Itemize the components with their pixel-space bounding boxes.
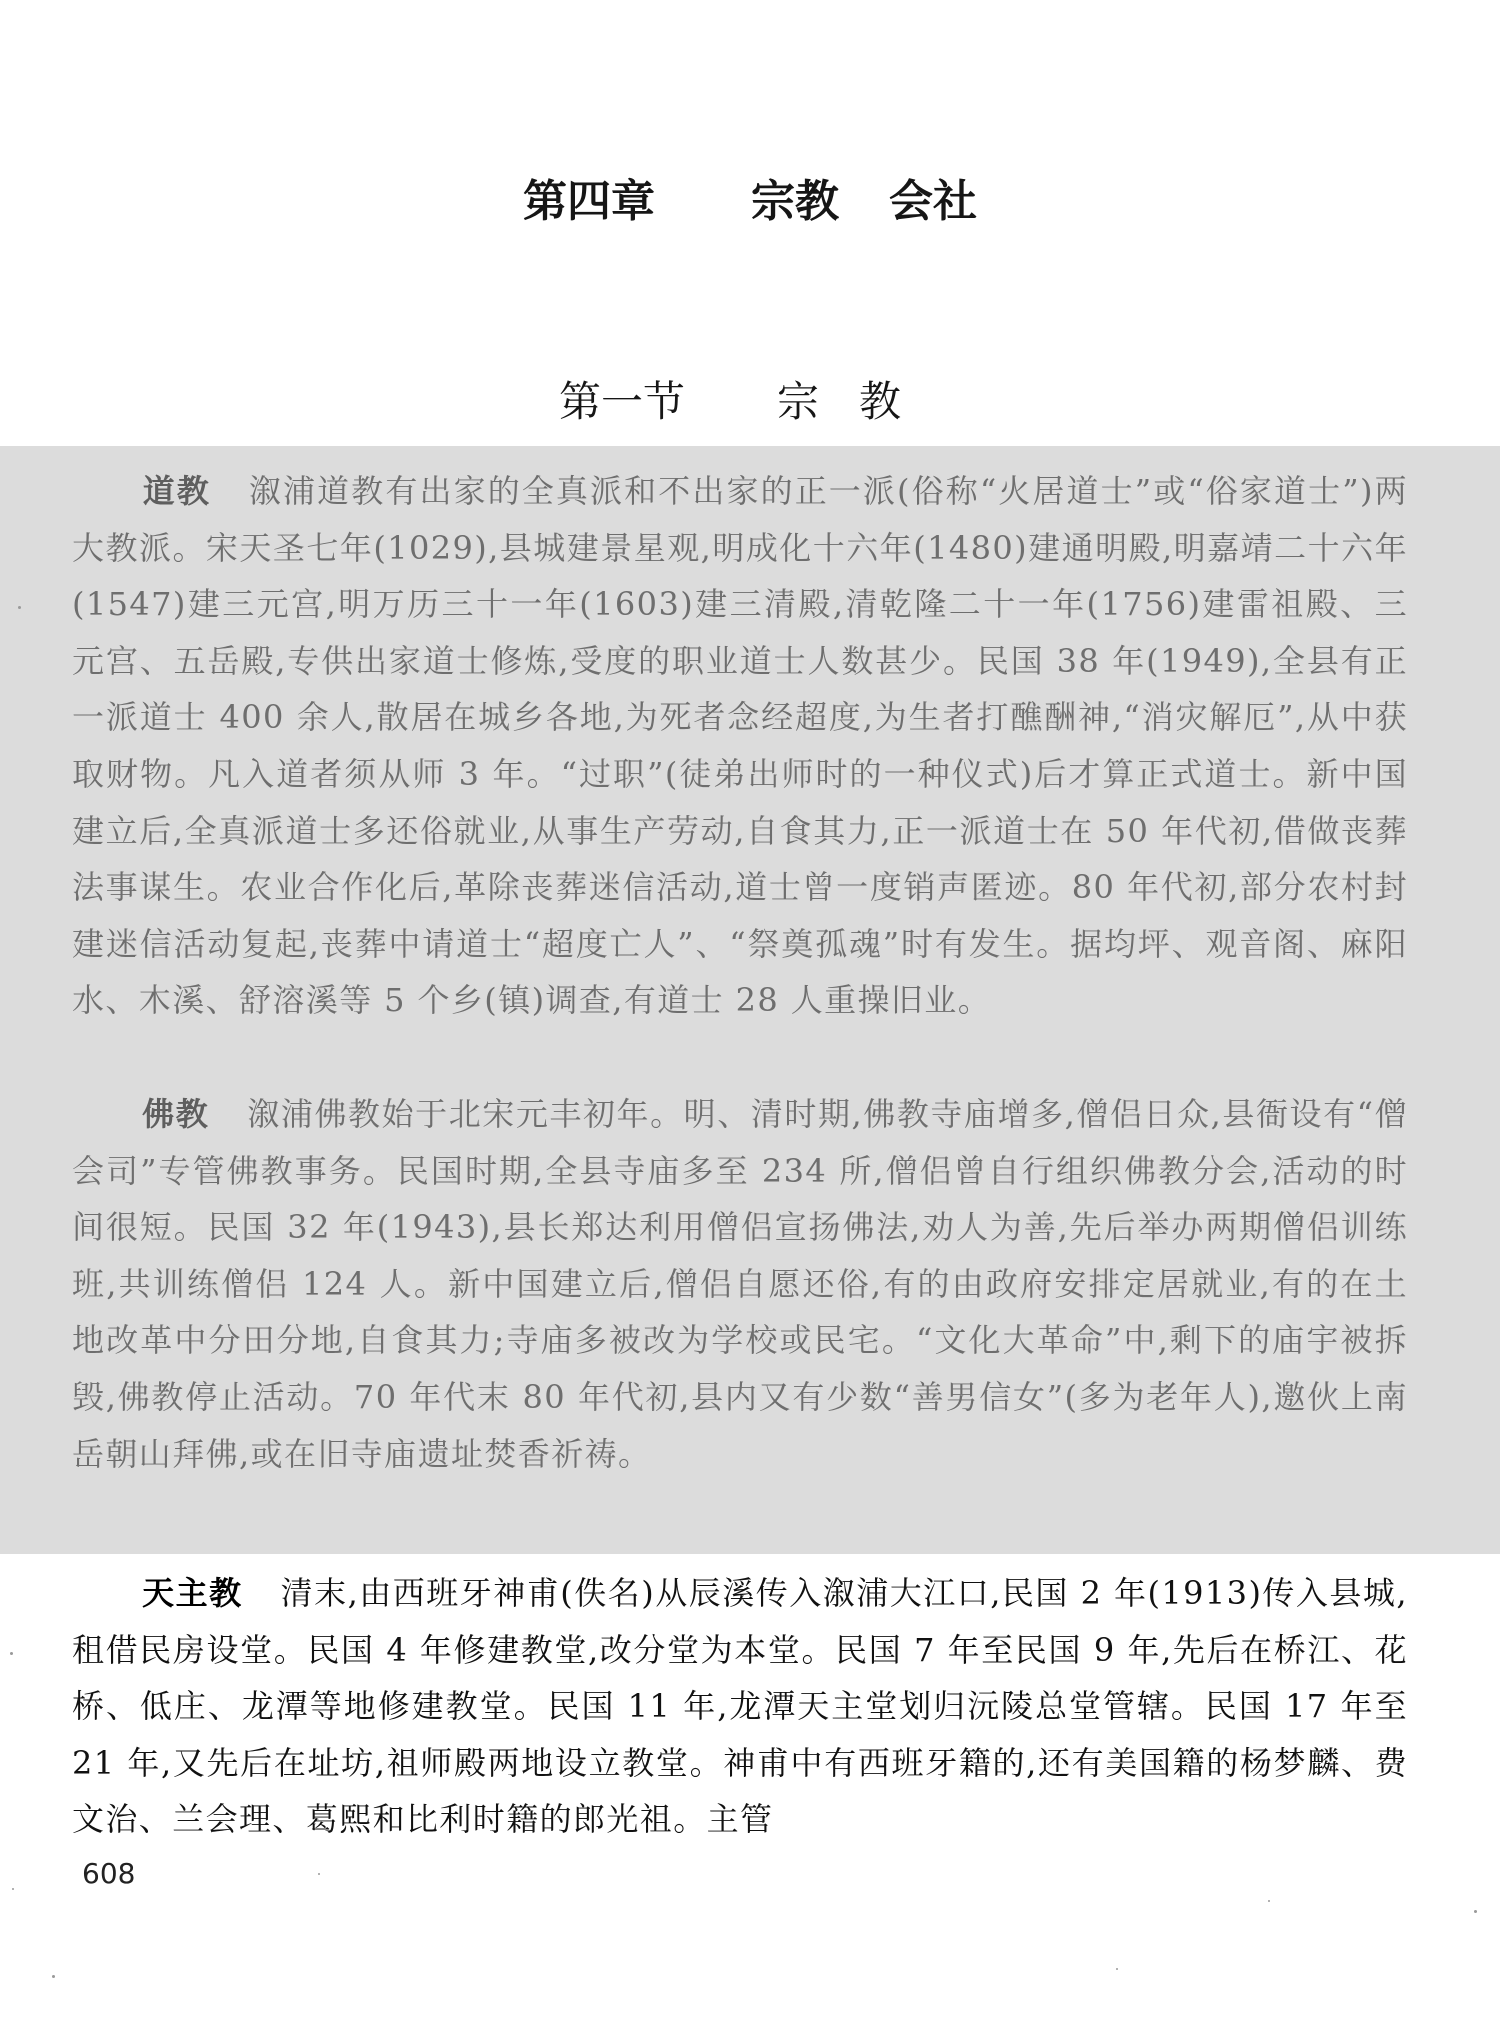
scan-speck (1474, 1910, 1477, 1913)
paragraph-catholicism (72, 1565, 1408, 1848)
paragraph-taoism (72, 463, 1408, 1029)
paragraph-buddhism (72, 1086, 1408, 1482)
paragraph-body: 清末,由西班牙神甫(佚名)从辰溪传入溆浦大江口,民国 2 年(1913)传入县城,租借民房设堂。民国 4 年修建教堂,改分堂为本堂。民国 7 年至民国 9 年,先后在桥江、花桥、低庄、龙潭等地修建教堂。民国 11 年,龙潭天主堂划归沅陵总堂管辖。民国 17 年至 21 年,又先后在址坊,祖师殿两地设立教堂。神甫中有西班牙籍的,还有美国籍的杨梦麟、费文治、兰会理、葛熙和比利时籍的郎光祖。主管 (72, 1574, 1409, 1839)
chapter-title-part1: 宗教 (751, 176, 839, 227)
scan-speck (52, 1975, 55, 1978)
paragraph-body: 溆浦佛教始于北宋元丰初年。明、清时期,佛教寺庙增多,僧侣日众,县衙设有“僧会司”专管佛教事务。民国时期,全县寺庙多至 234 所,僧侣曾自行组织佛教分会,活动的时间很短。民国 32 年(1943),县长郑达利用僧侣宣扬佛法,劝人为善,先后举办两期僧侣训练班,共训练僧侣 124 人。新中国建立后,僧侣自愿还俗,有的由政府安排定居就业,有的在土地改革中分田分地,自食其力;寺庙多被改为学校或民宅。“文化大革命”中,剩下的庙宇被拆毁,佛教停止活动。70 年代末 80 年代初,县内又有少数“善男信女”(多为老年人),邀伙上南岳朝山拜佛,或在旧寺庙遗址焚香祈祷。 (72, 1095, 1408, 1473)
section-number: 第一节 (558, 377, 685, 426)
scan-speck (1268, 1900, 1270, 1902)
section-name: 宗教 (777, 377, 942, 426)
page-number: 608 (82, 1857, 136, 1890)
scan-speck (1116, 1968, 1118, 1970)
scan-speck (10, 1652, 13, 1655)
paragraph-body: 溆浦道教有出家的全真派和不出家的正一派(俗称“火居道士”或“俗家道士”)两大教派。宋天圣七年(1029),县城建景星观,明成化十六年(1480)建通明殿,明嘉靖二十六年(1547)建三元宫,明万历三十一年(1603)建三清殿,清乾隆二十一年(1756)建雷祖殿、三元宫、五岳殿,专供出家道士修炼,受度的职业道士人数甚少。民国 38 年(1949),全县有正一派道士 400 余人,散居在城乡各地,为死者念经超度,为生者打醮酬神,“消灾解厄”,从中获取财物。凡入道者须从师 3 年。“过职”(徒弟出师时的一种仪式)后才算正式道士。新中国建立后,全真派道士多还俗就业,从事生产劳动,自食其力,正一派道士在 50 年代初,借做丧葬法事谋生。农业合作化后,革除丧葬迷信活动,道士曾一度销声匿迹。80 年代初,部分农村封建迷信活动复起,丧葬中请道士“超度亡人”、“祭奠孤魂”时有发生。据均坪、观音阁、麻阳水、木溪、舒溶溪等 5 个乡(镇)调查,有道士 28 人重操旧业。 (72, 472, 1408, 1020)
chapter-title (0, 172, 1500, 232)
scan-speck (18, 606, 21, 609)
paragraph-keyword: 佛教 (142, 1095, 210, 1133)
chapter-number: 第四章 (523, 176, 655, 227)
scan-speck (12, 1888, 14, 1890)
chapter-title-part2: 会社 (889, 176, 977, 227)
section-title (0, 374, 1500, 430)
paragraph-keyword: 道教 (142, 472, 211, 510)
scan-speck (318, 1873, 320, 1875)
paragraph-keyword: 天主教 (142, 1574, 243, 1612)
